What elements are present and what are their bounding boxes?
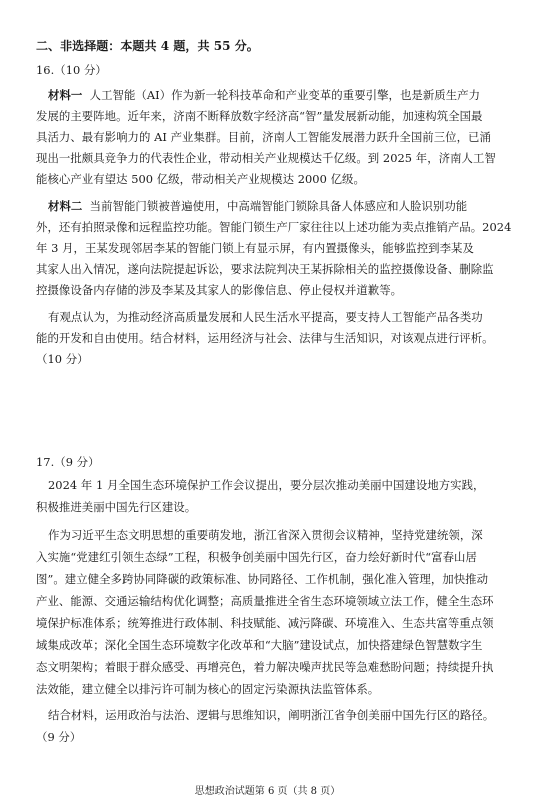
q16-question-line-1: 有观点认为，为推动经济高质量发展和人民生活水平提高，要支持人工智能产品各类功 [48, 310, 483, 324]
q16-material1-line-4: 现出一批颇具竞争力的代表性企业，带动相关产业规模达千亿级。到 2025 年，济南人工智 [36, 151, 496, 165]
q17-material-line-6: 域集成改革；深化全国生态环境数字化改革和“大脑”建设试点，加快搭建绿色智慧数字生 [36, 638, 483, 652]
q16-material2-line-4: 其家人出入情况，遂向法院提起诉讼，要求法院判决王某拆除相关的监控摄像设备、删除监 [36, 262, 494, 276]
q16-question-line-2: 能的开发和自由使用。结合材料，运用经济与社会、法律与生活知识，对该观点进行评析。 [36, 331, 494, 345]
q16-question-score: （10 分） [36, 352, 89, 366]
q17-intro-line-1: 2024 年 1 月全国生态环境保护工作会议提出，要分层次推动美丽中国建设地方实践， [48, 478, 485, 492]
q17-material-line-7: 态文明架构；着眼于群众感受、再增亮色，着力解决噪声扰民等急难愁盼问题；持续提升执 [36, 660, 494, 674]
q17-material-line-1: 作为习近平生态文明思想的重要萌发地，浙江省深入贯彻会议精神，坚持党建统领，深 [48, 528, 483, 542]
q16-material2-line-3: 年 3 月，王某发现邻居李某的智能门锁上有显示屏，有内置摄像头，能够监控到李某及 [36, 241, 474, 255]
q16-material2-line-1: 材料二 当前智能门锁被普遍使用，中高端智能门锁除具备人体感应和人脸识别功能 [48, 199, 468, 213]
q16-material1-line-2: 发展的主要阵地。近年来，济南不断释放数字经济高“智”量发展新动能，加速构筑全国最 [36, 109, 483, 123]
q17-number: 17.（9 分） [36, 455, 100, 469]
q16-material1-line-5: 能核心产业有望达 500 亿级，带动相关产业规模达 2000 亿级。 [36, 172, 365, 186]
section-header: 二、非选择题：本题共 4 题，共 55 分。 [36, 39, 259, 53]
q17-material-line-2: 入实施“党建红引领生态绿”工程，积极争创美丽中国先行区，奋力绘好新时代“富春山居 [36, 550, 477, 564]
q16-material1-line-3: 具活力、最有影响力的 AI 产业集群。目前，济南人工智能发展潜力跃升全国前三位，已涌 [36, 130, 491, 144]
q16-material1-line-1: 材料一 人工智能（AI）作为新一轮科技革命和产业变革的重要引擎，也是新质生产力 [48, 88, 481, 102]
q16-material2-line-2: 外，还有拍照录像和远程监控功能。智能门锁生产厂家往往以上述功能为卖点推销产品。2024 [36, 220, 512, 234]
q16-number: 16.（10 分） [36, 63, 107, 77]
q17-intro-line-2: 积极推进美丽中国先行区建设。 [36, 500, 197, 514]
q17-material-line-3: 图”。建立健全多跨协同降碳的政策标准、协同路径、工作机制，强化准入管理，加快推动 [36, 572, 489, 586]
q16-material2-label: 材料二 [48, 199, 83, 213]
q17-material-line-4: 产业、能源、交通运输结构优化调整；高质量推进全省生态环境领域立法工作，健全生态环 [36, 594, 494, 608]
q16-material1-label: 材料一 [48, 88, 83, 102]
q17-material-line-8: 法效能，建立健全以排污许可制为核心的固定污染源执法监管体系。 [36, 682, 380, 696]
q17-question-score: （9 分） [36, 730, 82, 744]
q17-material-line-5: 境保护标准体系；统筹推进行政体制、科技赋能、减污降碳、环境准入、生态共富等重点领 [36, 616, 494, 630]
page-footer: 思想政治试题第 6 页（共 8 页） [194, 786, 341, 797]
q17-question-line-1: 结合材料，运用政治与法治、逻辑与思维知识，阐明浙江省争创美丽中国先行区的路径。 [48, 708, 495, 722]
q16-material2-line-5: 控摄像设备内存储的涉及李某及其家人的影像信息、停止侵权并道歉等。 [36, 283, 403, 297]
